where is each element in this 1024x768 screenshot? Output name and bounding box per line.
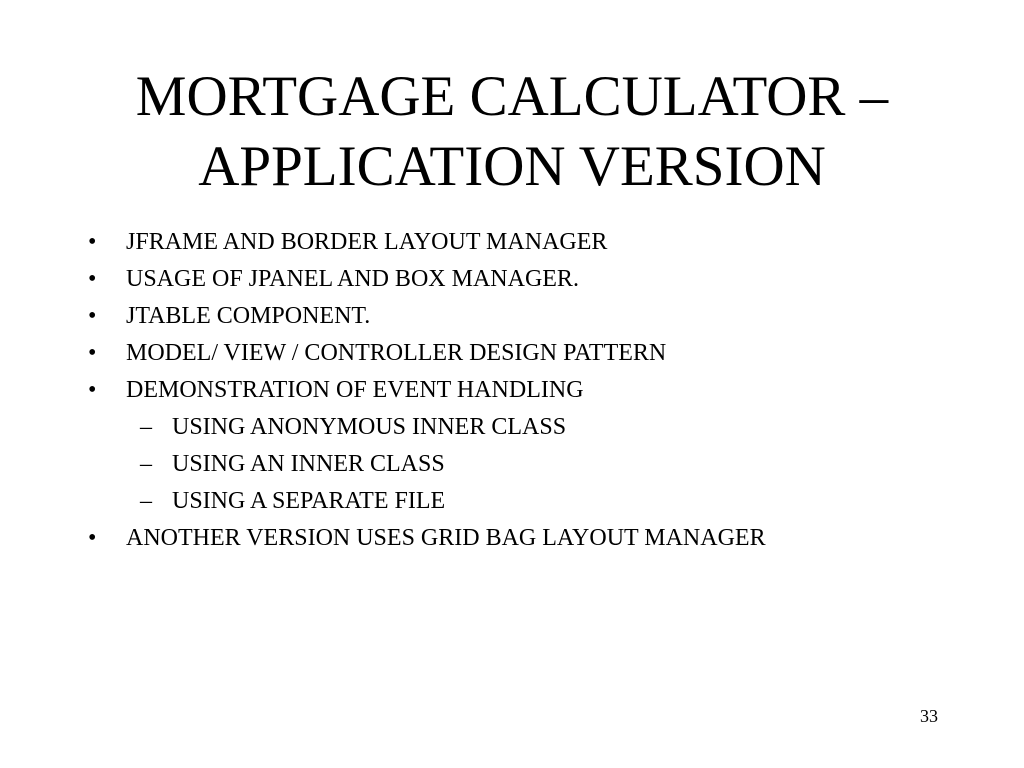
bullet-marker: • [88, 377, 97, 403]
sub-bullet-item [0, 409, 1024, 446]
bullet-text: ANOTHER VERSION USES GRID BAG LAYOUT MANAGER [126, 525, 766, 551]
bullet-text: JTABLE COMPONENT. [126, 303, 371, 329]
bullet-item [0, 261, 1024, 298]
bullet-marker: • [88, 303, 97, 329]
sub-bullet-text: USING A SEPARATE FILE [172, 488, 446, 514]
bullet-text: USAGE OF JPANEL AND BOX MANAGER. [126, 266, 579, 292]
bullet-item [0, 335, 1024, 372]
dash-marker: – [140, 488, 152, 514]
bullet-marker: • [88, 266, 97, 292]
bullet-text: DEMONSTRATION OF EVENT HANDLING [126, 377, 584, 403]
slide-title-line-1: MORTGAGE CALCULATOR – [135, 65, 889, 128]
bullet-marker: • [88, 340, 97, 366]
sub-bullet-text: USING AN INNER CLASS [172, 451, 445, 477]
bullet-list [0, 224, 1024, 557]
slide-title [0, 62, 1024, 202]
bullet-item [0, 520, 1024, 557]
bullet-marker: • [88, 525, 97, 551]
page-number: 33 [920, 706, 938, 726]
dash-marker: – [140, 414, 152, 440]
dash-marker: – [140, 451, 152, 477]
sub-bullet-text: USING ANONYMOUS INNER CLASS [172, 414, 567, 440]
slide-title-line-2: APPLICATION VERSION [198, 135, 826, 198]
bullet-text: JFRAME AND BORDER LAYOUT MANAGER [126, 229, 608, 255]
sub-bullet-item [0, 483, 1024, 520]
bullet-item [0, 224, 1024, 261]
bullet-item [0, 372, 1024, 409]
bullet-marker: • [88, 229, 97, 255]
bullet-item [0, 298, 1024, 335]
sub-bullet-item [0, 446, 1024, 483]
bullet-text: MODEL/ VIEW / CONTROLLER DESIGN PATTERN [126, 340, 667, 366]
